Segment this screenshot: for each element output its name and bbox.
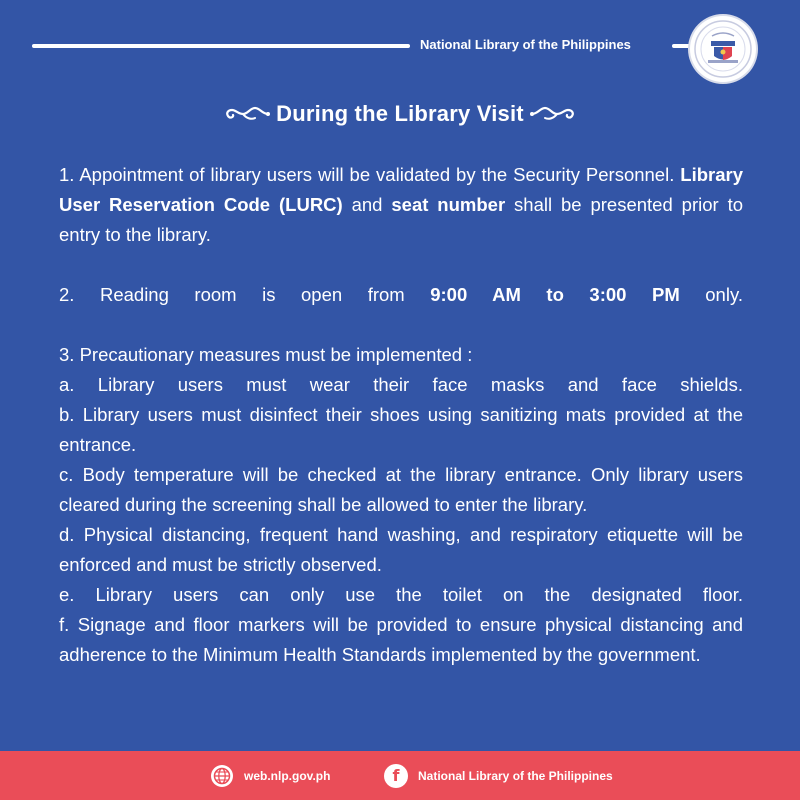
page-title: During the Library Visit: [276, 101, 524, 126]
seat-number-emphasis: seat number: [391, 194, 506, 215]
left-ornament-icon: [222, 104, 270, 124]
right-ornament-icon: [530, 104, 578, 124]
footer-bar: [0, 751, 800, 800]
footer-website[interactable]: [210, 751, 330, 800]
footer-facebook[interactable]: [384, 751, 613, 800]
item-1: [59, 160, 743, 250]
item-3f: f. Signage and floor markers will be provided to ensure physical distancing and adherence to the Minimum Health Standards implemented by the government.: [59, 614, 743, 665]
lurc-emphasis: Library User Reservation Code (LURC): [59, 164, 743, 215]
item-1-tail: shall be presented prior to entry to the library.: [59, 194, 744, 245]
item-2: [59, 280, 743, 310]
facebook-icon: f: [384, 764, 408, 788]
item-2-tail: only.: [679, 284, 743, 305]
header-rule-left: [32, 44, 410, 48]
title-row: [0, 97, 800, 131]
item-3d: d. Physical distancing, frequent hand washing, and respiratory etiquette will be enforced and must be strictly observed.: [59, 524, 743, 575]
item-3a: a. Library users must wear their face masks and face shields.: [59, 374, 743, 395]
hours-emphasis: 9:00 AM to 3:00 PM: [430, 284, 680, 305]
guidelines-content: [59, 160, 743, 670]
facebook-link[interactable]: National Library of the Philippines: [418, 768, 613, 783]
item-1-connector: and: [342, 194, 392, 215]
item-1-text: 1. Appointment of library users will be validated by the Security Personnel.: [59, 164, 681, 185]
item-2-text: 2. Reading room is open from: [59, 284, 431, 305]
item-3-intro: 3. Precautionary measures must be implemented :: [59, 344, 473, 365]
item-3e: e. Library users can only use the toilet on the designated floor.: [59, 584, 743, 605]
item-3c: c. Body temperature will be checked at the library entrance. Only library users cleared during the screening shall be allowed to enter the library.: [59, 464, 743, 515]
website-link[interactable]: web.nlp.gov.ph: [244, 768, 331, 783]
globe-icon: [210, 764, 234, 788]
item-3b: b. Library users must disinfect their shoes using sanitizing mats provided at the entrance.: [59, 404, 743, 455]
nlp-seal-icon: [690, 16, 756, 82]
org-name: National Library of the Philippines: [420, 37, 631, 52]
